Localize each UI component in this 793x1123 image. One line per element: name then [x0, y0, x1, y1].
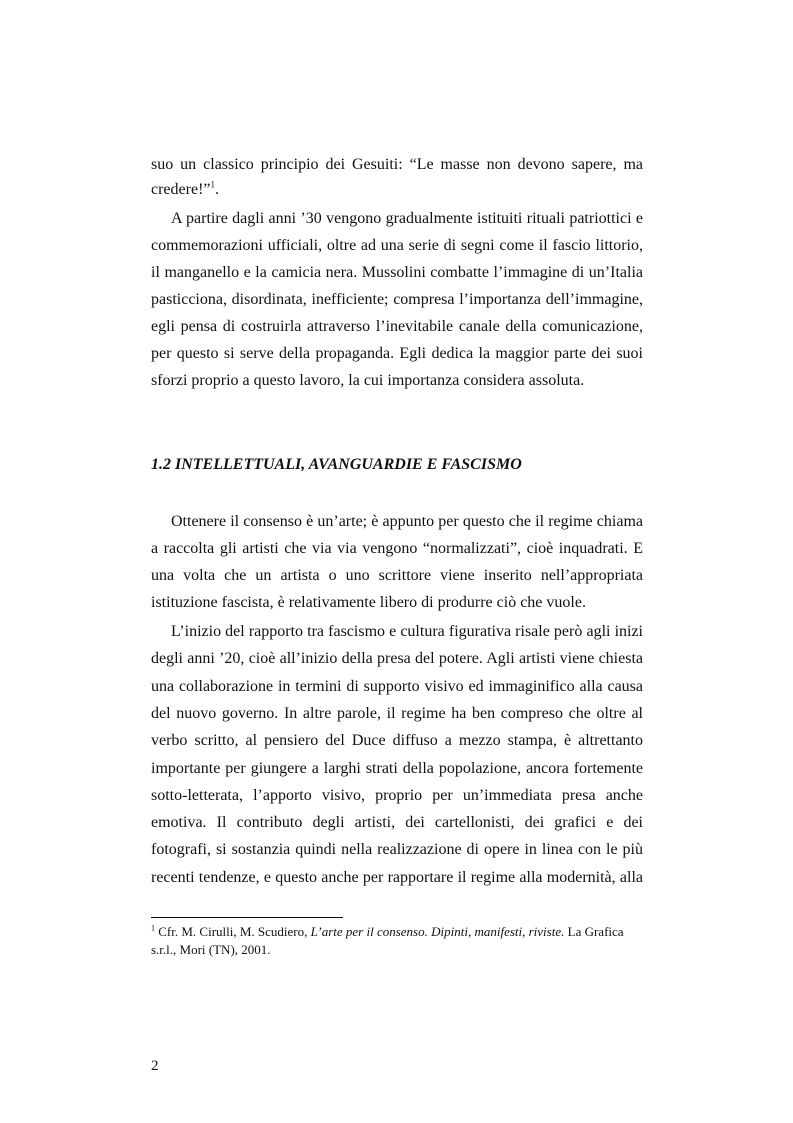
- footnote-text-after: La Grafica: [564, 924, 624, 939]
- paragraph4-line-6: importante per giungere a larghi strati della popolazione, ancora fortemente: [151, 760, 643, 777]
- paragraph1-line-2: [151, 180, 643, 200]
- paragraph4-line-9: fotografi, si sostanzia quindi nella realizzazione di opere in linea con le più: [151, 841, 643, 858]
- paragraph2-line-5: egli pensa di costruirla attraverso l’inevitabile canale della comunicazione,: [151, 318, 643, 335]
- paragraph1-line-1: suo un classico principio dei Gesuiti: “Le masse non devono sapere, ma: [151, 156, 643, 173]
- paragraph4-line-5: verbo scritto, al pensiero del Duce diffuso a mezzo stampa, è altrettanto: [151, 732, 643, 749]
- paragraph3-line-2: a raccolta gli artisti che via via vengono “normalizzati”, cioè inquadrati. E: [151, 540, 643, 557]
- paragraph1-line-2-text: credere!”: [151, 181, 211, 198]
- paragraph2-line-3: il manganello e la camicia nera. Mussolini combatte l’immagine di un’Italia: [151, 264, 643, 281]
- paragraph2-line-7: sforzi proprio a questo lavoro, la cui importanza considera assoluta.: [151, 372, 585, 389]
- paragraph4-line-8: emotiva. Il contributo degli artisti, dei cartellonisti, dei grafici e dei: [151, 814, 643, 831]
- section-heading: 1.2 INTELLETTUALI, AVANGUARDIE E FASCISMO: [151, 456, 522, 473]
- paragraph1-end: .: [215, 181, 219, 198]
- paragraph2-line-6: per questo si serve della propaganda. Egli dedica la maggior parte dei suoi: [151, 345, 643, 362]
- page-number: 2: [151, 1058, 159, 1074]
- paragraph3-line-1: Ottenere il consenso è un’arte; è appunto per questo che il regime chiama: [171, 513, 643, 530]
- paragraph4-line-2: degli anni ’20, cioè all’inizio della presa del potere. Agli artisti viene chiesta: [151, 650, 643, 667]
- footnote-line-2: s.r.l., Mori (TN), 2001.: [151, 942, 271, 957]
- paragraph4-line-7: sotto-letterata, l’apporto visivo, proprio per un’immediata presa anche: [151, 787, 643, 804]
- paragraph2-line-2: commemorazioni ufficiali, oltre ad una serie di segni come il fascio littorio,: [151, 237, 643, 254]
- paragraph3-line-4: istituzione fascista, è relativamente libero di produrre ciò che vuole.: [151, 594, 586, 611]
- paragraph2-line-4: pasticciona, disordinata, inefficiente; compresa l’importanza dell’immagine,: [151, 291, 643, 308]
- footnote-line-1: [151, 923, 643, 941]
- footnote-divider: [151, 917, 343, 918]
- paragraph4-line-4: del nuovo governo. In altre parole, il regime ha ben compreso che oltre al: [151, 705, 643, 722]
- paragraph2-line-1: A partire dagli anni ’30 vengono gradualmente istituiti rituali patriottici e: [171, 210, 643, 227]
- footnote-ref: 1: [210, 179, 215, 190]
- paragraph3-line-3: una volta che un artista o uno scrittore viene inserito nell’appropriata: [151, 567, 643, 584]
- paragraph4-line-10: recenti tendenze, e questo anche per rapportare il regime alla modernità, alla: [151, 869, 643, 886]
- footnote-title: L’arte per il consenso. Dipinti, manifesti, riviste.: [310, 924, 565, 939]
- paragraph4-line-1: L’inizio del rapporto tra fascismo e cultura figurativa risale però agli inizi: [171, 623, 643, 640]
- footnote-text-before: Cfr. M. Cirulli, M. Scudiero,: [155, 924, 311, 939]
- footnote-number: 1: [151, 923, 155, 933]
- paragraph4-line-3: una collaborazione in termini di supporto visivo ed immaginifico alla causa: [151, 678, 643, 695]
